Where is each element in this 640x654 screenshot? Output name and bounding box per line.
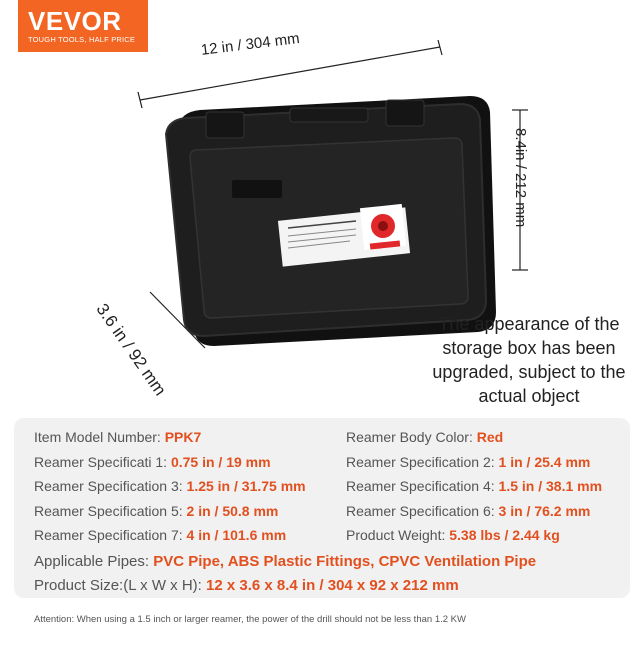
spec-5-row: Reamer Specification 5: 2 in / 50.8 mm xyxy=(34,503,279,519)
logo-tagline: TOUGH TOOLS, HALF PRICE xyxy=(28,35,136,44)
height-dimension-label: 8.4in / 212 mm xyxy=(512,128,529,228)
applicable-pipes-row: Applicable Pipes: PVC Pipe, ABS Plastic Fittings, CPVC Ventilation Pipe xyxy=(34,553,537,570)
length-dimension-label: 12 in / 304 mm xyxy=(200,29,301,59)
depth-dimension-label: 3.6 in / 92 mm xyxy=(92,300,170,400)
spec-6-row: Reamer Specification 6: 3 in / 76.2 mm xyxy=(346,503,591,519)
length-dimension-line xyxy=(140,47,440,100)
logo-brand: VEVOR xyxy=(28,6,122,36)
attention-note: Attention: When using a 1.5 inch or larger reamer, the power of the drill should not be less than 1.2 KW xyxy=(34,614,466,625)
spec-1-row: Reamer Specificati 1: 0.75 in / 19 mm xyxy=(34,454,271,470)
spec-7-row: Reamer Specification 7: 4 in / 101.6 mm xyxy=(34,527,287,543)
body-color-row: Reamer Body Color: Red xyxy=(346,429,504,445)
weight-row: Product Weight: 5.38 lbs / 2.44 kg xyxy=(346,527,560,543)
spec-4-row: Reamer Specification 4: 1.5 in / 38.1 mm xyxy=(346,478,603,494)
storage-box-note: The appearance of the storage box has been upgraded, subject to the actual object xyxy=(432,314,626,406)
spec-3-row: Reamer Specification 3: 1.25 in / 31.75 mm xyxy=(34,478,306,494)
item-model-row: Item Model Number: PPK7 xyxy=(34,429,202,445)
product-size-row: Product Size:(L x W x H): 12 x 3.6 x 8.4 in / 304 x 92 x 212 mm xyxy=(34,577,459,594)
spec-2-row: Reamer Specification 2: 1 in / 25.4 mm xyxy=(346,454,591,470)
